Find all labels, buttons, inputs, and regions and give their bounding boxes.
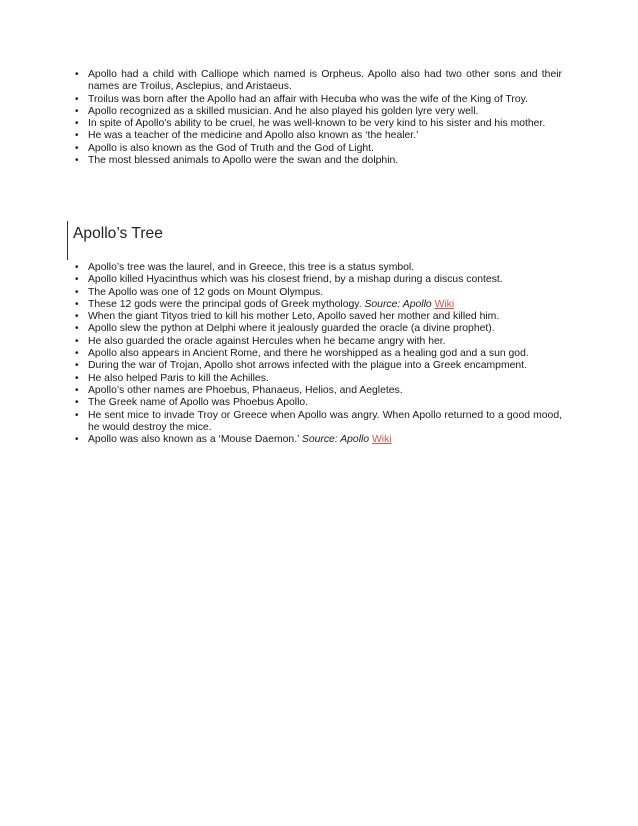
list-item: • Apollo slew the python at Delphi where it jealously guarded the oracle (a divine prophet).: [88, 323, 562, 335]
source-label: Source: Apollo: [301, 434, 372, 446]
list-item: • Apollo is also known as the God of Truth and the God of Light.: [88, 143, 562, 155]
list-item: • The most blessed animals to Apollo were the swan and the dolphin.: [88, 155, 562, 167]
list-item: • He also guarded the oracle against Hercules when he became angry with her.: [88, 336, 562, 348]
list-item: • Apollo also appears in Ancient Rome, and there he worshipped as a healing god and a sun god.: [88, 348, 562, 360]
source-citation: [364, 299, 454, 310]
list-item: • During the war of Trojan, Apollo shot arrows infected with the plague into a Greek encampment.: [88, 360, 562, 372]
list-item: • He also helped Paris to kill the Achilles.: [88, 373, 562, 385]
source-label: Source: Apollo: [364, 298, 435, 310]
list-item: • Troilus was born after the Apollo had an affair with Hecuba who was the wife of the King of Troy.: [88, 94, 562, 106]
list-item: • The Apollo was one of 12 gods on Mount Olympus.: [88, 287, 562, 299]
list-item: [88, 434, 562, 446]
list-item: • In spite of Apollo’s ability to be cruel, he was well-known to be very kind to his sister and his mother.: [88, 118, 562, 130]
list-item: • Apollo’s other names are Phoebus, Phanaeus, Helios, and Aegletes.: [88, 385, 562, 397]
item-text: Apollo was also known as a ‘Mouse Daemon.’: [88, 434, 302, 446]
wiki-link[interactable]: Wiki: [371, 434, 392, 446]
item-text: These 12 gods were the principal gods of Greek mythology.: [88, 298, 365, 310]
source-citation: [302, 434, 392, 445]
list-item: • Apollo’s tree was the laurel, and in Greece, this tree is a status symbol.: [88, 262, 562, 274]
list-item: • When the giant Tityos tried to kill his mother Leto, Apollo saved her mother and killed him.: [88, 311, 562, 323]
apollo-tree-list: [88, 262, 562, 446]
section-heading: Apollo’s Tree: [73, 225, 163, 242]
list-item: • Apollo recognized as a skilled musician. And he also played his golden lyre very well.: [88, 106, 562, 118]
list-item: • Apollo had a child with Calliope which named is Orpheus. Apollo also had two other sons and their names are Troilus, Asclepius, and Aristaeus.: [88, 69, 562, 94]
heading-accent-bar: [67, 221, 68, 260]
list-item: • The Greek name of Apollo was Phoebus Apollo.: [88, 397, 562, 409]
list-item: • Apollo killed Hyacinthus which was his closest friend, by a mishap during a discus contest.: [88, 274, 562, 286]
list-item: [88, 299, 562, 311]
facts-list: [88, 69, 562, 167]
list-item: • He was a teacher of the medicine and Apollo also known as ‘the healer.’: [88, 130, 562, 142]
wiki-link[interactable]: Wiki: [434, 298, 455, 310]
list-item: • He sent mice to invade Troy or Greece when Apollo was angry. When Apollo returned to a good mood, he would destroy the mice.: [88, 410, 562, 435]
